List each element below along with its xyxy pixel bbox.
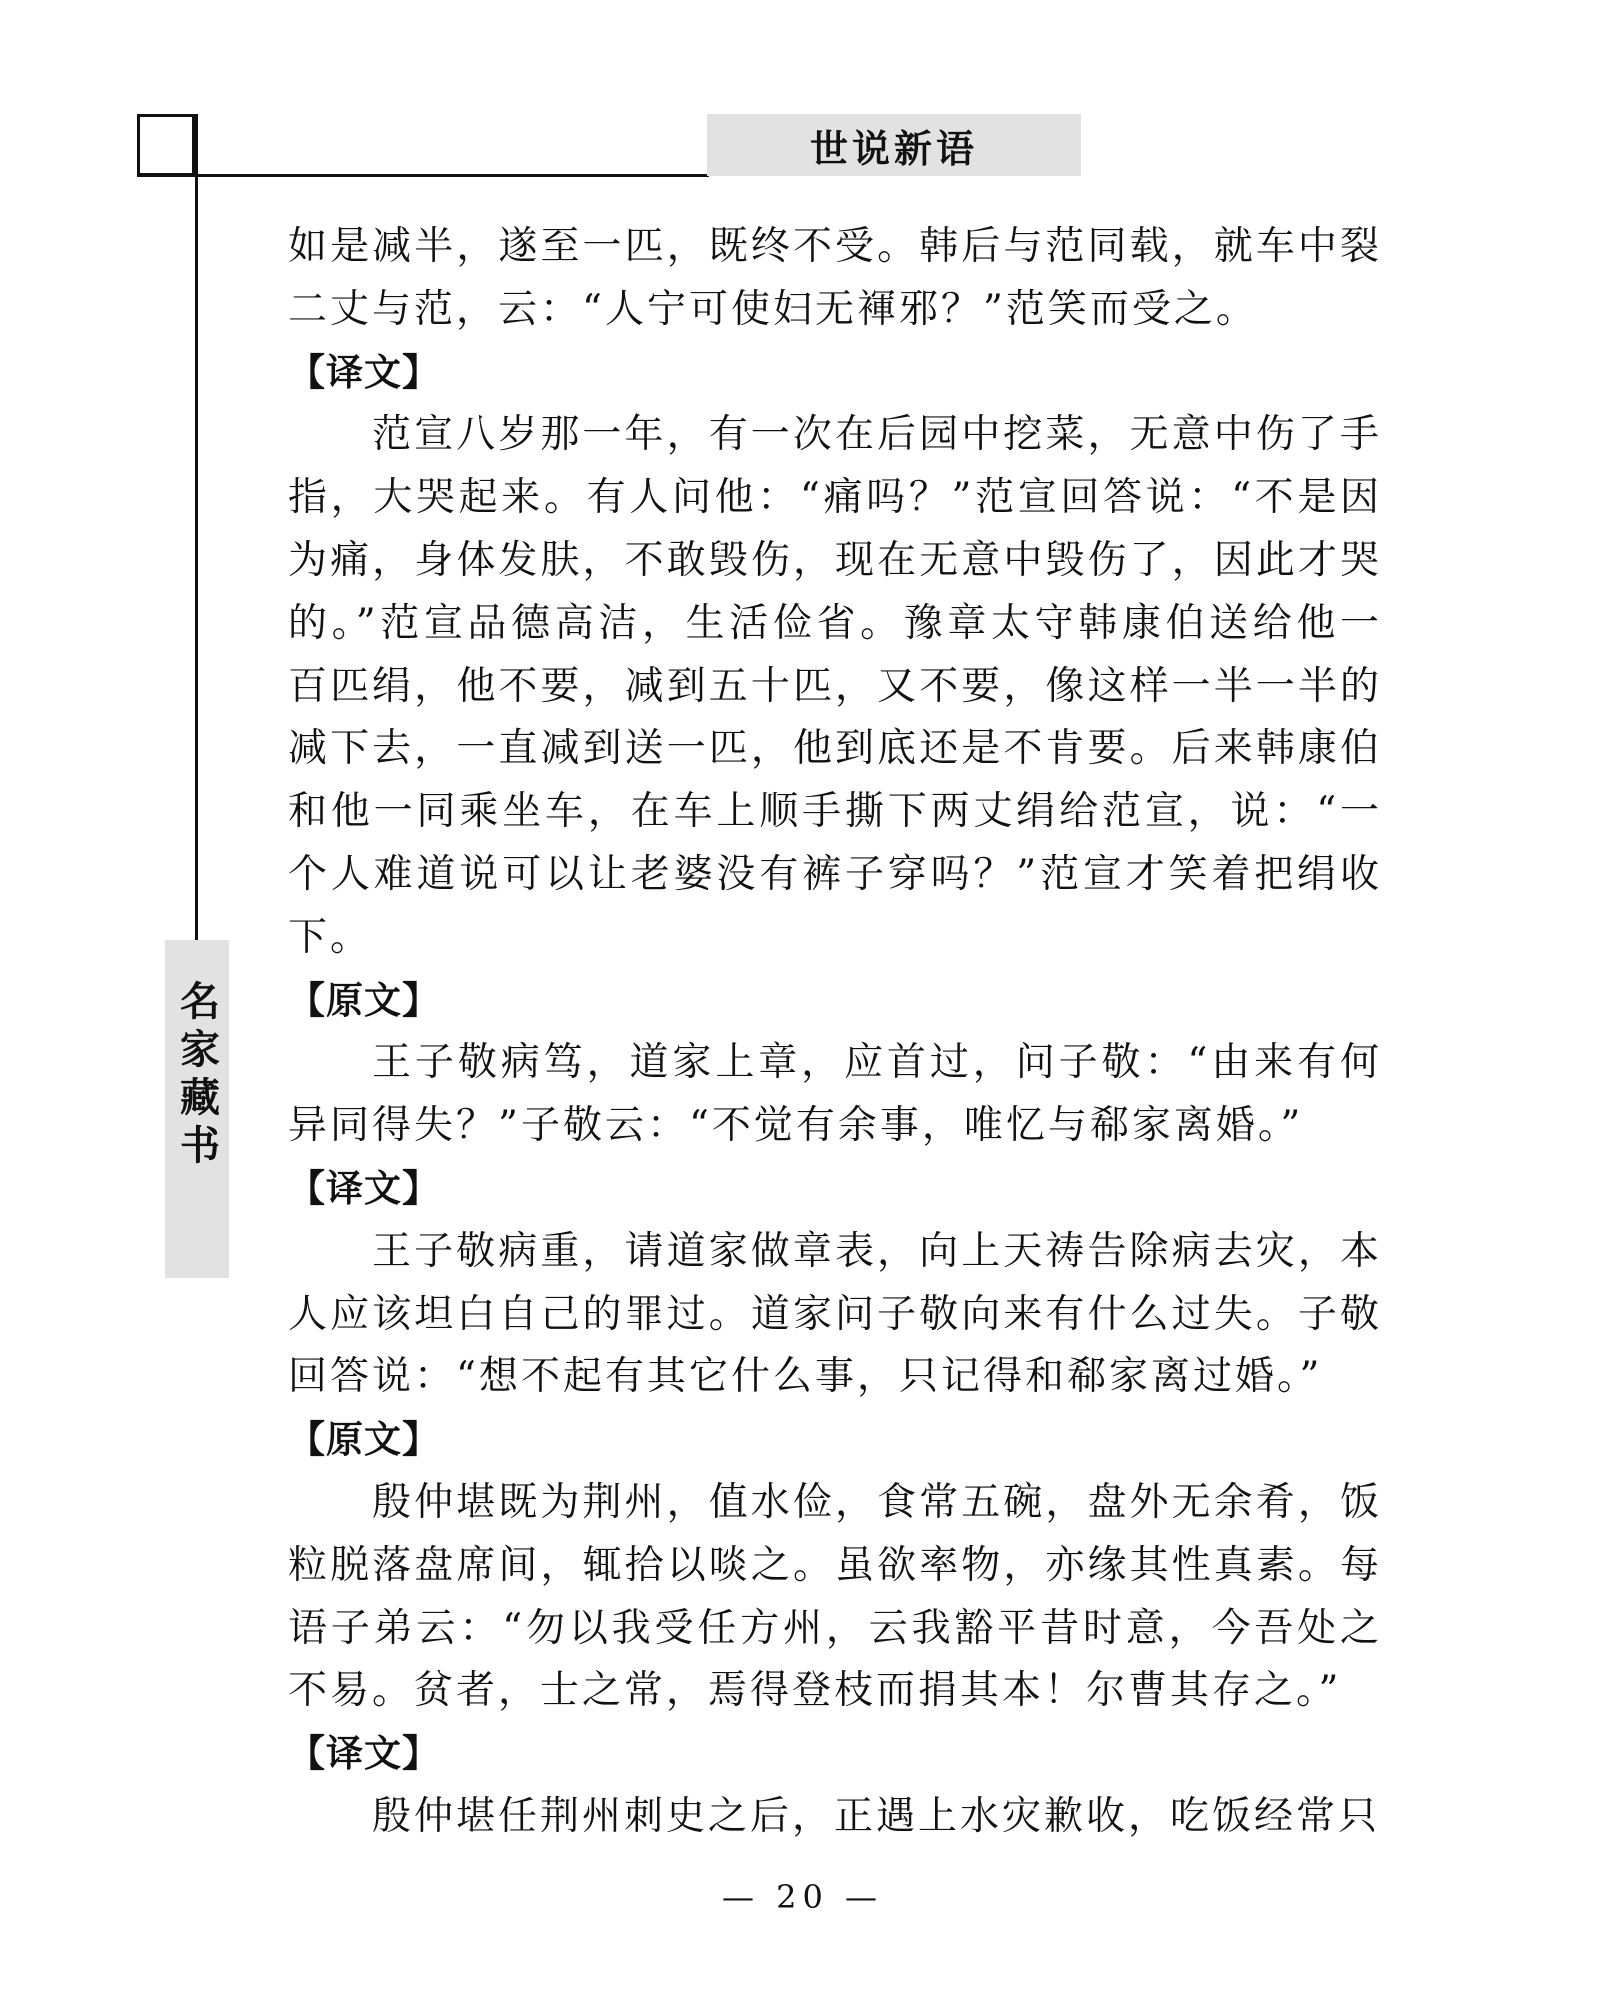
margin-rule	[195, 114, 198, 940]
section-heading: 【原文】	[288, 1418, 440, 1462]
section-heading: 【原文】	[288, 978, 440, 1022]
section-heading: 【译文】	[288, 350, 440, 394]
book-title: 世说新语	[809, 125, 978, 171]
paragraph: 殷仲堪任荆州刺史之后，正遇上水灾歉收，吃饭经常只	[372, 1793, 1381, 1839]
paragraph: 王子敬病笃，道家上章，应首过，问子敬：“由来有何异同得失？”子敬云：“不觉有余事，唯忆与郗家离婚。”	[288, 1040, 1382, 1149]
paragraph: 范宣八岁那一年，有一次在后园中挖菜，无意中伤了手指，大哭起来。有人问他：“痛吗？”范宣回答说：“不是因为痛，身体发肤，不敢毁伤，现在无意中毁伤了，因此才哭的。”范宣品德高洁，生活俭省。豫章太守韩康伯送给他一百匹绢，他不要，减到五十匹，又不要，像这样一半一半的减下去，一直减到送一匹，他到底还是不肯要。后来韩康伯和他一同乘坐车，在车上顺手撕下两丈绢给范宣，说：“一个人难道说可以让老婆没有裤子穿吗？”范宣才笑着把绢收下。	[288, 412, 1382, 960]
header-rule	[137, 174, 709, 177]
page-body	[288, 216, 1382, 1849]
side-tab	[165, 940, 229, 1278]
page-number: — 20 —	[721, 1878, 884, 1916]
section-heading: 【译文】	[288, 1732, 440, 1776]
series-label: 名家藏书	[173, 980, 221, 1172]
paragraph: 殷仲堪既为荆州，值水俭，食常五碗，盘外无余肴，饭粒脱落盘席间，辄拾以啖之。虽欲率物，亦缘其性真素。每语子弟云：“勿以我受任方州，云我豁平昔时意，今吾处之不易。贫者，士之常，焉得登枝而捐其本！尔曹其存之。”	[288, 1479, 1382, 1714]
paragraph: 王子敬病重，请道家做章表，向上天祷告除病去灾，本人应该坦白自己的罪过。道家问子敬向来有什么过失。子敬回答说：“想不起有其它什么事，只记得和郗家离过婚。”	[288, 1228, 1382, 1400]
section-heading: 【译文】	[288, 1166, 440, 1210]
corner-frame	[137, 114, 195, 176]
paragraph: 如是减半，遂至一匹，既终不受。韩后与范同载，就车中裂二丈与范，云：“人宁可使妇无褌邪？”范笑而受之。	[288, 224, 1382, 332]
running-header	[707, 114, 1081, 176]
